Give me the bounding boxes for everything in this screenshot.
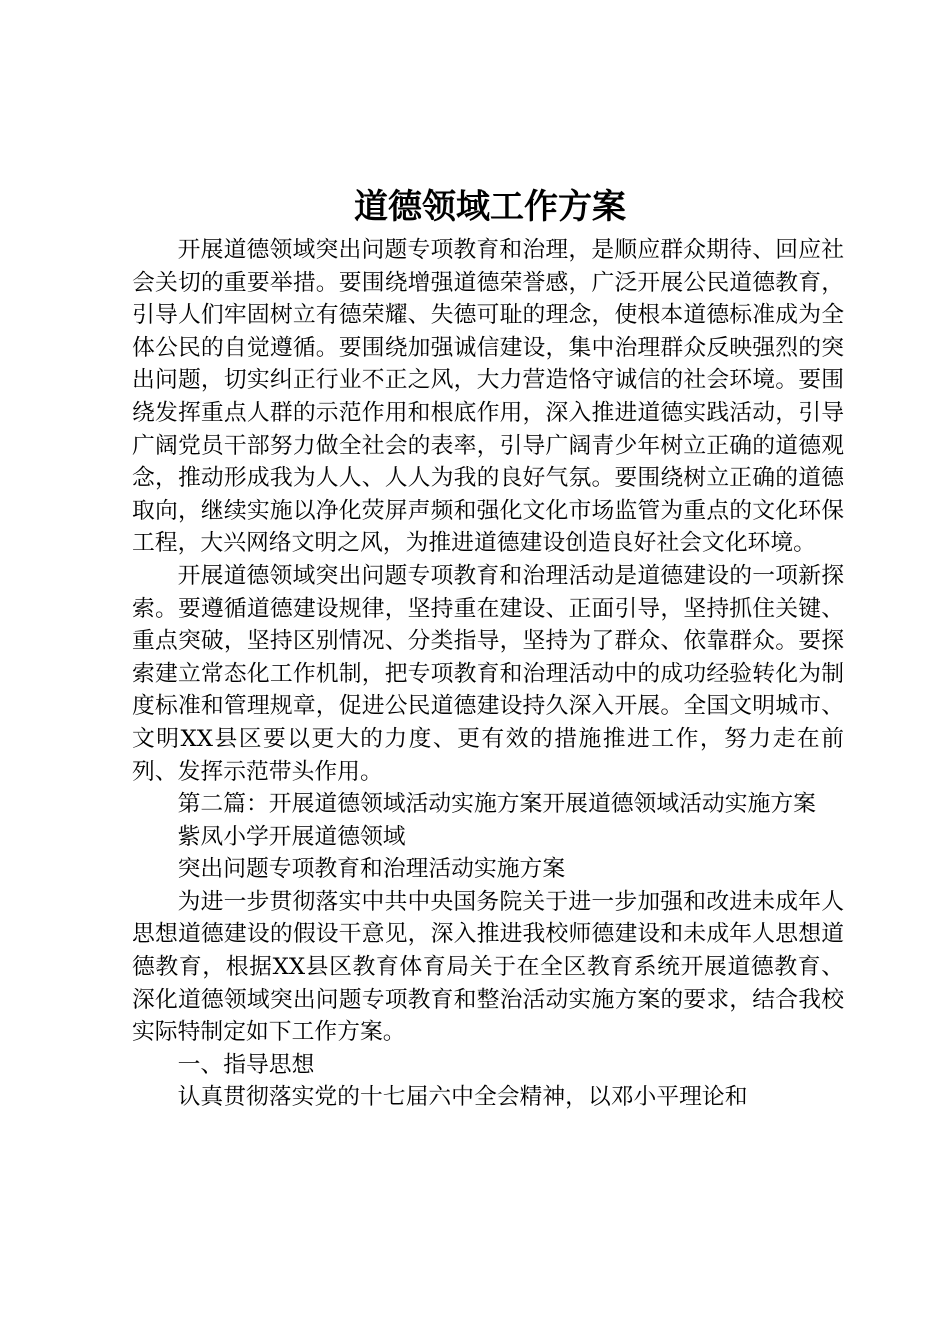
body-paragraph: 开展道德领域突出问题专项教育和治理，是顺应群众期待、回应社会关切的重要举措。要围绕增强道德荣誉感，广泛开展公民道德教育，引导人们牢固树立有德荣耀、失德可耻的理念，使根本道德标准成为全体公民的自觉遵循。要围绕加强诚信建设，集中治理群众反映强烈的突出问题，切实纠正行业不正之风，大力营造恪守诚信的社会环境。要围绕发挥重点人群的示范作用和根底作用，深入推进道德实践活动，引导广阔党员干部努力做全社会的表率，引导广阔青少年树立正确的道德观念，推动形成我为人人、人人为我的良好气氛。要围绕树立正确的道德取向，继续实施以净化荧屏声频和强化文化市场监管为重点的文化环保工程，大兴网络文明之风，为推进道德建设创造良好社会文化环境。 xyxy=(132,237,844,557)
subsection-heading: 一、指导思想 xyxy=(177,1051,315,1078)
section-heading: 第二篇：开展道德领域活动实施方案开展道德领域活动实施方案 xyxy=(177,791,816,818)
school-name-line: 紫凤小学开展道德领域 xyxy=(177,823,406,850)
body-paragraph: 开展道德领域突出问题专项教育和治理活动是道德建设的一项新探索。要遵循道德建设规律，坚持重在建设、正面引导，坚持抓住关键、重点突破，坚持区别情况、分类指导，坚持为了群众、依靠群众。要探索建立常态化工作机制，把专项教育和治理活动中的成功经验转化为制度标准和管理规章，促进公民道德建设持久深入开展。全国文明城市、文明XX县区要以更大的力度、更有效的措施推进工作，努力走在前列、发挥示范带头作用。 xyxy=(132,562,844,785)
body-paragraph: 认真贯彻落实党的十七届六中全会精神，以邓小平理论和 xyxy=(177,1084,748,1111)
document-page xyxy=(132,180,844,1114)
document-title: 道德领域工作方案 xyxy=(354,187,626,227)
plan-title-line: 突出问题专项教育和治理活动实施方案 xyxy=(177,856,566,883)
body-paragraph: 为进一步贯彻落实中共中央国务院关于进一步加强和改进未成年人思想道德建设的假设干意见，深入推进我校师德建设和未成年人思想道德教育，根据XX县区教育体育局关于在全区教育系统开展道德教育、深化道德领域突出问题专项教育和整治活动实施方案的要求，结合我校实际特制定如下工作方案。 xyxy=(132,888,844,1046)
